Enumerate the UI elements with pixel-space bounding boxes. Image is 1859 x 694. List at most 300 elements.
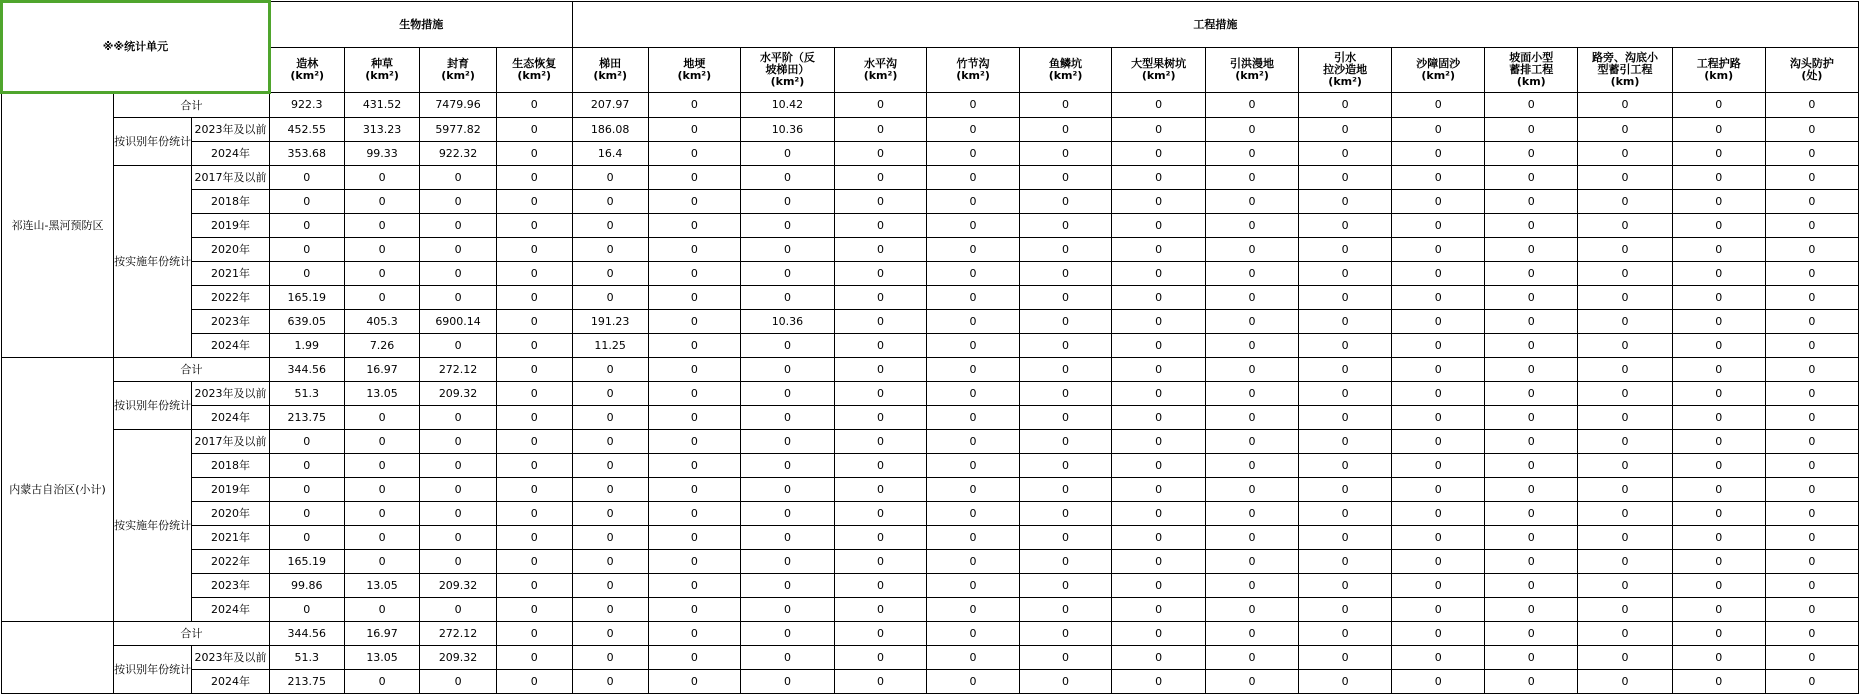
- value-cell[interactable]: 0: [1392, 190, 1485, 214]
- value-cell[interactable]: 0: [1392, 118, 1485, 142]
- value-cell[interactable]: 0: [1299, 382, 1392, 406]
- value-cell[interactable]: 0: [1019, 262, 1112, 286]
- value-cell[interactable]: 0: [420, 190, 496, 214]
- value-cell[interactable]: 0: [1206, 262, 1299, 286]
- value-cell[interactable]: 0: [1112, 430, 1206, 454]
- value-cell[interactable]: 0: [834, 454, 927, 478]
- value-cell[interactable]: 0: [648, 406, 741, 430]
- value-cell[interactable]: 0: [1019, 238, 1112, 262]
- value-cell[interactable]: 0: [1019, 574, 1112, 598]
- value-cell[interactable]: 0: [1206, 454, 1299, 478]
- value-cell[interactable]: 0: [1112, 334, 1206, 358]
- value-cell[interactable]: 0: [420, 286, 496, 310]
- value-cell[interactable]: 0: [648, 550, 741, 574]
- value-cell[interactable]: 0: [1578, 598, 1672, 622]
- value-cell[interactable]: 0: [1578, 406, 1672, 430]
- value-cell[interactable]: 0: [1112, 670, 1206, 694]
- value-cell[interactable]: 0: [1392, 430, 1485, 454]
- statistical-unit-header[interactable]: ※※统计单元: [2, 2, 270, 93]
- value-cell[interactable]: 0: [1765, 646, 1858, 670]
- value-cell[interactable]: 16.4: [572, 142, 648, 166]
- value-cell[interactable]: 0: [1019, 142, 1112, 166]
- value-cell[interactable]: 0: [648, 214, 741, 238]
- value-cell[interactable]: 0: [1019, 454, 1112, 478]
- value-cell[interactable]: 0: [1672, 142, 1765, 166]
- value-cell[interactable]: 0: [1672, 334, 1765, 358]
- value-cell[interactable]: 0: [269, 214, 344, 238]
- value-cell[interactable]: 0: [1392, 598, 1485, 622]
- value-cell[interactable]: 0: [1299, 646, 1392, 670]
- value-cell[interactable]: 0: [1206, 574, 1299, 598]
- value-cell[interactable]: 0: [834, 574, 927, 598]
- value-cell[interactable]: 0: [1578, 478, 1672, 502]
- value-cell[interactable]: 0: [344, 502, 420, 526]
- value-cell[interactable]: 0: [1485, 334, 1578, 358]
- value-cell[interactable]: 922.32: [420, 142, 496, 166]
- value-cell[interactable]: 0: [648, 454, 741, 478]
- value-cell[interactable]: 0: [834, 646, 927, 670]
- value-cell[interactable]: 0: [741, 598, 835, 622]
- value-cell[interactable]: 0: [496, 310, 572, 334]
- value-cell[interactable]: 0: [1206, 286, 1299, 310]
- value-cell[interactable]: 0: [1765, 502, 1858, 526]
- value-cell[interactable]: 0: [1112, 93, 1206, 118]
- value-cell[interactable]: 0: [1392, 214, 1485, 238]
- value-cell[interactable]: 0: [420, 670, 496, 694]
- value-cell[interactable]: 0: [1206, 238, 1299, 262]
- value-cell[interactable]: 0: [1765, 454, 1858, 478]
- value-cell[interactable]: 0: [927, 358, 1020, 382]
- region-cell[interactable]: [2, 622, 114, 694]
- value-cell[interactable]: 0: [1112, 598, 1206, 622]
- value-cell[interactable]: 0: [1019, 670, 1112, 694]
- value-cell[interactable]: 0: [572, 214, 648, 238]
- value-cell[interactable]: 0: [1672, 502, 1765, 526]
- value-cell[interactable]: 0: [1765, 262, 1858, 286]
- value-cell[interactable]: 0: [927, 646, 1020, 670]
- value-cell[interactable]: 0: [834, 93, 927, 118]
- value-cell[interactable]: 0: [1765, 142, 1858, 166]
- value-cell[interactable]: 0: [1485, 286, 1578, 310]
- value-cell[interactable]: 213.75: [269, 670, 344, 694]
- value-cell[interactable]: 0: [496, 286, 572, 310]
- value-cell[interactable]: 0: [927, 430, 1020, 454]
- value-cell[interactable]: 0: [1112, 286, 1206, 310]
- value-cell[interactable]: 0: [1392, 406, 1485, 430]
- value-cell[interactable]: 0: [1299, 334, 1392, 358]
- value-cell[interactable]: 0: [1206, 526, 1299, 550]
- value-cell[interactable]: 0: [1206, 550, 1299, 574]
- value-cell[interactable]: 0: [572, 166, 648, 190]
- value-cell[interactable]: 0: [741, 502, 835, 526]
- value-cell[interactable]: 0: [1019, 190, 1112, 214]
- value-cell[interactable]: 0: [1392, 670, 1485, 694]
- value-cell[interactable]: 0: [1485, 262, 1578, 286]
- value-cell[interactable]: 0: [1112, 406, 1206, 430]
- value-cell[interactable]: 0: [1299, 550, 1392, 574]
- value-cell[interactable]: 0: [1672, 382, 1765, 406]
- value-cell[interactable]: 0: [1019, 478, 1112, 502]
- value-cell[interactable]: 0: [1672, 574, 1765, 598]
- value-cell[interactable]: 0: [1019, 358, 1112, 382]
- value-cell[interactable]: 0: [572, 598, 648, 622]
- value-cell[interactable]: 639.05: [269, 310, 344, 334]
- value-cell[interactable]: 0: [420, 526, 496, 550]
- value-cell[interactable]: 0: [741, 550, 835, 574]
- value-cell[interactable]: 0: [1765, 286, 1858, 310]
- value-cell[interactable]: 0: [834, 310, 927, 334]
- value-cell[interactable]: 0: [1019, 502, 1112, 526]
- value-cell[interactable]: 353.68: [269, 142, 344, 166]
- value-cell[interactable]: 0: [1392, 646, 1485, 670]
- value-cell[interactable]: 0: [344, 430, 420, 454]
- value-cell[interactable]: 0: [496, 190, 572, 214]
- value-cell[interactable]: 922.3: [269, 93, 344, 118]
- value-cell[interactable]: 0: [1485, 190, 1578, 214]
- value-cell[interactable]: 0: [834, 358, 927, 382]
- value-cell[interactable]: 405.3: [344, 310, 420, 334]
- value-cell[interactable]: 0: [1112, 502, 1206, 526]
- value-cell[interactable]: 16.97: [344, 622, 420, 646]
- value-cell[interactable]: 0: [1392, 574, 1485, 598]
- value-cell[interactable]: 0: [1578, 286, 1672, 310]
- value-cell[interactable]: 0: [1672, 118, 1765, 142]
- value-cell[interactable]: 0: [1485, 430, 1578, 454]
- value-cell[interactable]: 0: [1578, 502, 1672, 526]
- value-cell[interactable]: 0: [1392, 502, 1485, 526]
- value-cell[interactable]: 0: [741, 238, 835, 262]
- value-cell[interactable]: 0: [741, 334, 835, 358]
- value-cell[interactable]: 0: [741, 190, 835, 214]
- value-cell[interactable]: 0: [927, 454, 1020, 478]
- value-cell[interactable]: 0: [344, 406, 420, 430]
- value-cell[interactable]: 0: [927, 334, 1020, 358]
- value-cell[interactable]: 0: [1672, 646, 1765, 670]
- value-cell[interactable]: 0: [1485, 574, 1578, 598]
- value-cell[interactable]: 0: [1578, 670, 1672, 694]
- value-cell[interactable]: 0: [1765, 190, 1858, 214]
- value-cell[interactable]: 0: [1206, 166, 1299, 190]
- value-cell[interactable]: 0: [1672, 670, 1765, 694]
- value-cell[interactable]: 0: [1019, 214, 1112, 238]
- value-cell[interactable]: 0: [1578, 550, 1672, 574]
- value-cell[interactable]: 344.56: [269, 358, 344, 382]
- value-cell[interactable]: 0: [927, 478, 1020, 502]
- value-cell[interactable]: 0: [1019, 550, 1112, 574]
- value-cell[interactable]: 0: [834, 166, 927, 190]
- value-cell[interactable]: 0: [1485, 142, 1578, 166]
- value-cell[interactable]: 0: [1485, 550, 1578, 574]
- value-cell[interactable]: 0: [1578, 238, 1672, 262]
- value-cell[interactable]: 0: [344, 550, 420, 574]
- value-cell[interactable]: 0: [1578, 166, 1672, 190]
- value-cell[interactable]: 0: [927, 262, 1020, 286]
- value-cell[interactable]: 0: [741, 478, 835, 502]
- value-cell[interactable]: 0: [344, 526, 420, 550]
- value-cell[interactable]: 207.97: [572, 93, 648, 118]
- value-cell[interactable]: 0: [1299, 670, 1392, 694]
- value-cell[interactable]: 0: [1392, 382, 1485, 406]
- value-cell[interactable]: 0: [927, 526, 1020, 550]
- value-cell[interactable]: 0: [648, 502, 741, 526]
- value-cell[interactable]: 0: [1672, 93, 1765, 118]
- value-cell[interactable]: 0: [344, 454, 420, 478]
- value-cell[interactable]: 0: [496, 502, 572, 526]
- value-cell[interactable]: 0: [834, 406, 927, 430]
- value-cell[interactable]: 0: [1392, 550, 1485, 574]
- value-cell[interactable]: 0: [496, 382, 572, 406]
- value-cell[interactable]: 0: [648, 142, 741, 166]
- value-cell[interactable]: 0: [927, 238, 1020, 262]
- value-cell[interactable]: 0: [1019, 406, 1112, 430]
- value-cell[interactable]: 0: [1019, 598, 1112, 622]
- value-cell[interactable]: 0: [1765, 526, 1858, 550]
- value-cell[interactable]: 0: [1019, 382, 1112, 406]
- value-cell[interactable]: 10.36: [741, 118, 835, 142]
- value-cell[interactable]: 0: [1392, 454, 1485, 478]
- value-cell[interactable]: 0: [834, 550, 927, 574]
- value-cell[interactable]: 0: [1206, 190, 1299, 214]
- value-cell[interactable]: 0: [1765, 238, 1858, 262]
- value-cell[interactable]: 0: [1299, 430, 1392, 454]
- value-cell[interactable]: 0: [1672, 166, 1765, 190]
- value-cell[interactable]: 0: [1112, 358, 1206, 382]
- value-cell[interactable]: 0: [1392, 622, 1485, 646]
- value-cell[interactable]: 0: [1765, 622, 1858, 646]
- value-cell[interactable]: 0: [1112, 622, 1206, 646]
- value-cell[interactable]: 0: [572, 406, 648, 430]
- value-cell[interactable]: 0: [1299, 478, 1392, 502]
- value-cell[interactable]: 0: [420, 406, 496, 430]
- value-cell[interactable]: 0: [834, 262, 927, 286]
- value-cell[interactable]: 209.32: [420, 382, 496, 406]
- value-cell[interactable]: 0: [741, 166, 835, 190]
- value-cell[interactable]: 0: [1392, 238, 1485, 262]
- value-cell[interactable]: 0: [1765, 598, 1858, 622]
- value-cell[interactable]: 186.08: [572, 118, 648, 142]
- value-cell[interactable]: 0: [1672, 286, 1765, 310]
- value-cell[interactable]: 213.75: [269, 406, 344, 430]
- value-cell[interactable]: 0: [1206, 670, 1299, 694]
- value-cell[interactable]: 0: [834, 526, 927, 550]
- value-cell[interactable]: 0: [572, 574, 648, 598]
- value-cell[interactable]: 0: [1765, 430, 1858, 454]
- value-cell[interactable]: 0: [1112, 526, 1206, 550]
- value-cell[interactable]: 0: [1019, 622, 1112, 646]
- value-cell[interactable]: 0: [344, 286, 420, 310]
- value-cell[interactable]: 0: [420, 430, 496, 454]
- value-cell[interactable]: 0: [1206, 646, 1299, 670]
- value-cell[interactable]: 0: [834, 622, 927, 646]
- value-cell[interactable]: 0: [1392, 286, 1485, 310]
- value-cell[interactable]: 0: [269, 262, 344, 286]
- value-cell[interactable]: 0: [1299, 310, 1392, 334]
- value-cell[interactable]: 0: [496, 238, 572, 262]
- value-cell[interactable]: 0: [1765, 118, 1858, 142]
- value-cell[interactable]: 0: [1578, 118, 1672, 142]
- value-cell[interactable]: 0: [648, 574, 741, 598]
- value-cell[interactable]: 0: [496, 406, 572, 430]
- value-cell[interactable]: 0: [927, 598, 1020, 622]
- value-cell[interactable]: 0: [741, 382, 835, 406]
- value-cell[interactable]: 209.32: [420, 574, 496, 598]
- value-cell[interactable]: 6900.14: [420, 310, 496, 334]
- value-cell[interactable]: 0: [269, 502, 344, 526]
- value-cell[interactable]: 0: [1672, 478, 1765, 502]
- value-cell[interactable]: 0: [1765, 166, 1858, 190]
- value-cell[interactable]: 0: [1112, 190, 1206, 214]
- value-cell[interactable]: 0: [1206, 502, 1299, 526]
- value-cell[interactable]: 0: [269, 190, 344, 214]
- value-cell[interactable]: 0: [1578, 622, 1672, 646]
- value-cell[interactable]: 0: [741, 526, 835, 550]
- value-cell[interactable]: 0: [344, 598, 420, 622]
- value-cell[interactable]: 0: [834, 286, 927, 310]
- value-cell[interactable]: 0: [648, 670, 741, 694]
- value-cell[interactable]: 0: [927, 310, 1020, 334]
- value-cell[interactable]: 0: [927, 118, 1020, 142]
- value-cell[interactable]: 0: [927, 550, 1020, 574]
- value-cell[interactable]: 0: [648, 310, 741, 334]
- value-cell[interactable]: 0: [496, 358, 572, 382]
- value-cell[interactable]: 0: [648, 526, 741, 550]
- value-cell[interactable]: 0: [741, 286, 835, 310]
- value-cell[interactable]: 0: [1672, 190, 1765, 214]
- value-cell[interactable]: 0: [1112, 382, 1206, 406]
- value-cell[interactable]: 0: [420, 166, 496, 190]
- value-cell[interactable]: 0: [927, 670, 1020, 694]
- value-cell[interactable]: 5977.82: [420, 118, 496, 142]
- value-cell[interactable]: 0: [927, 190, 1020, 214]
- value-cell[interactable]: 0: [1206, 358, 1299, 382]
- value-cell[interactable]: 0: [344, 478, 420, 502]
- value-cell[interactable]: 0: [420, 334, 496, 358]
- value-cell[interactable]: 0: [1299, 526, 1392, 550]
- value-cell[interactable]: 0: [648, 262, 741, 286]
- value-cell[interactable]: 0: [1578, 382, 1672, 406]
- value-cell[interactable]: 0: [834, 382, 927, 406]
- value-cell[interactable]: 0: [344, 670, 420, 694]
- value-cell[interactable]: 0: [420, 478, 496, 502]
- value-cell[interactable]: 0: [1672, 550, 1765, 574]
- value-cell[interactable]: 0: [344, 190, 420, 214]
- value-cell[interactable]: 0: [1485, 670, 1578, 694]
- value-cell[interactable]: 0: [741, 622, 835, 646]
- value-cell[interactable]: 0: [1672, 430, 1765, 454]
- value-cell[interactable]: 0: [927, 286, 1020, 310]
- value-cell[interactable]: 0: [1672, 214, 1765, 238]
- value-cell[interactable]: 0: [1578, 214, 1672, 238]
- value-cell[interactable]: 0: [572, 622, 648, 646]
- value-cell[interactable]: 0: [648, 646, 741, 670]
- value-cell[interactable]: 313.23: [344, 118, 420, 142]
- value-cell[interactable]: 209.32: [420, 646, 496, 670]
- value-cell[interactable]: 0: [1485, 118, 1578, 142]
- value-cell[interactable]: 0: [927, 382, 1020, 406]
- value-cell[interactable]: 0: [1392, 142, 1485, 166]
- value-cell[interactable]: 0: [1299, 238, 1392, 262]
- value-cell[interactable]: 0: [1392, 93, 1485, 118]
- value-cell[interactable]: 0: [834, 238, 927, 262]
- value-cell[interactable]: 0: [1112, 646, 1206, 670]
- value-cell[interactable]: 0: [1299, 190, 1392, 214]
- value-cell[interactable]: 7.26: [344, 334, 420, 358]
- value-cell[interactable]: 0: [927, 166, 1020, 190]
- value-cell[interactable]: 0: [648, 166, 741, 190]
- value-cell[interactable]: 0: [741, 646, 835, 670]
- value-cell[interactable]: 0: [344, 166, 420, 190]
- value-cell[interactable]: 0: [572, 550, 648, 574]
- value-cell[interactable]: 0: [648, 118, 741, 142]
- value-cell[interactable]: 0: [496, 622, 572, 646]
- value-cell[interactable]: 0: [1765, 382, 1858, 406]
- value-cell[interactable]: 0: [1299, 118, 1392, 142]
- value-cell[interactable]: 0: [834, 142, 927, 166]
- value-cell[interactable]: 0: [572, 502, 648, 526]
- value-cell[interactable]: 0: [834, 478, 927, 502]
- value-cell[interactable]: 0: [1206, 118, 1299, 142]
- value-cell[interactable]: 0: [572, 430, 648, 454]
- value-cell[interactable]: 0: [1112, 118, 1206, 142]
- value-cell[interactable]: 0: [344, 238, 420, 262]
- value-cell[interactable]: 51.3: [269, 382, 344, 406]
- value-cell[interactable]: 0: [927, 622, 1020, 646]
- value-cell[interactable]: 0: [741, 406, 835, 430]
- value-cell[interactable]: 0: [1765, 550, 1858, 574]
- value-cell[interactable]: 0: [1672, 358, 1765, 382]
- value-cell[interactable]: 0: [344, 262, 420, 286]
- value-cell[interactable]: 0: [1672, 262, 1765, 286]
- value-cell[interactable]: 0: [1485, 406, 1578, 430]
- value-cell[interactable]: 0: [1299, 262, 1392, 286]
- value-cell[interactable]: 0: [648, 478, 741, 502]
- value-cell[interactable]: 0: [1578, 454, 1672, 478]
- value-cell[interactable]: 0: [496, 93, 572, 118]
- value-cell[interactable]: 0: [1019, 646, 1112, 670]
- value-cell[interactable]: 0: [572, 454, 648, 478]
- value-cell[interactable]: 165.19: [269, 286, 344, 310]
- value-cell[interactable]: 0: [496, 430, 572, 454]
- value-cell[interactable]: 0: [496, 574, 572, 598]
- value-cell[interactable]: 0: [1019, 286, 1112, 310]
- value-cell[interactable]: 0: [1672, 526, 1765, 550]
- value-cell[interactable]: 0: [1299, 454, 1392, 478]
- value-cell[interactable]: 0: [741, 262, 835, 286]
- value-cell[interactable]: 0: [496, 334, 572, 358]
- value-cell[interactable]: 0: [1485, 93, 1578, 118]
- value-cell[interactable]: 0: [1206, 214, 1299, 238]
- value-cell[interactable]: 0: [572, 670, 648, 694]
- value-cell[interactable]: 0: [1765, 574, 1858, 598]
- value-cell[interactable]: 0: [648, 93, 741, 118]
- region-cell[interactable]: 内蒙古自治区(小计): [2, 358, 114, 622]
- value-cell[interactable]: 0: [834, 214, 927, 238]
- value-cell[interactable]: 0: [1299, 598, 1392, 622]
- value-cell[interactable]: 0: [1206, 334, 1299, 358]
- value-cell[interactable]: 0: [1206, 142, 1299, 166]
- value-cell[interactable]: 0: [572, 646, 648, 670]
- value-cell[interactable]: 0: [496, 598, 572, 622]
- value-cell[interactable]: 0: [1485, 238, 1578, 262]
- value-cell[interactable]: 0: [1299, 406, 1392, 430]
- value-cell[interactable]: 0: [496, 454, 572, 478]
- value-cell[interactable]: 0: [1019, 310, 1112, 334]
- value-cell[interactable]: 0: [269, 166, 344, 190]
- value-cell[interactable]: 0: [1485, 454, 1578, 478]
- value-cell[interactable]: 0: [496, 478, 572, 502]
- value-cell[interactable]: 0: [1765, 334, 1858, 358]
- value-cell[interactable]: 1.99: [269, 334, 344, 358]
